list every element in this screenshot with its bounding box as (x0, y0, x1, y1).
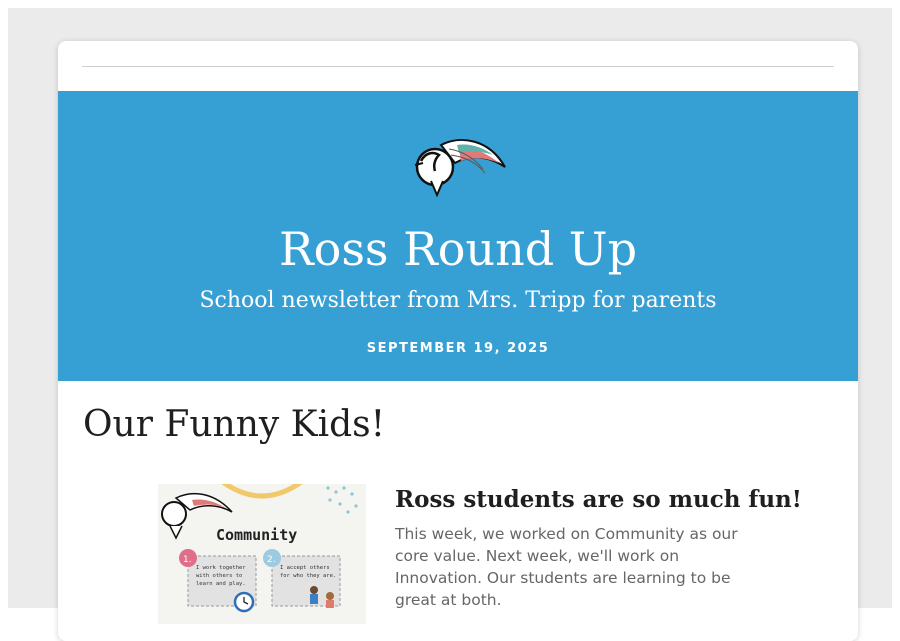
poster-heading: Community (216, 526, 298, 544)
section-heading: Our Funny Kids! (83, 404, 386, 445)
poster-card-1 (179, 549, 256, 611)
newsletter-card (58, 41, 858, 641)
feature-body: This week, we worked on Community as our core value. Next week, we'll work on Innovation. Our students are learning to be great at both. (395, 525, 738, 609)
feature-title: Ross students are so much fun! (395, 486, 802, 513)
header-banner (58, 91, 858, 381)
email-viewport (8, 8, 892, 608)
poster-card-2-number: 2. (267, 555, 276, 565)
poster-card-2-text: I accept others for who they are. (280, 565, 337, 579)
mascot-logo-icon (411, 135, 507, 199)
newsletter-subtitle: School newsletter from Mrs. Tripp for parents (199, 288, 717, 313)
clock-icon (235, 593, 253, 611)
poster-card-1-number: 1. (183, 555, 192, 565)
newsletter-date: SEPTEMBER 19, 2025 (366, 341, 550, 356)
poster-card-1-text: I work together with others to learn and play. (196, 565, 246, 587)
community-poster-image[interactable] (158, 484, 366, 624)
divider (82, 66, 834, 67)
newsletter-title: Ross Round Up (278, 222, 638, 276)
poster-card-2 (263, 549, 340, 608)
